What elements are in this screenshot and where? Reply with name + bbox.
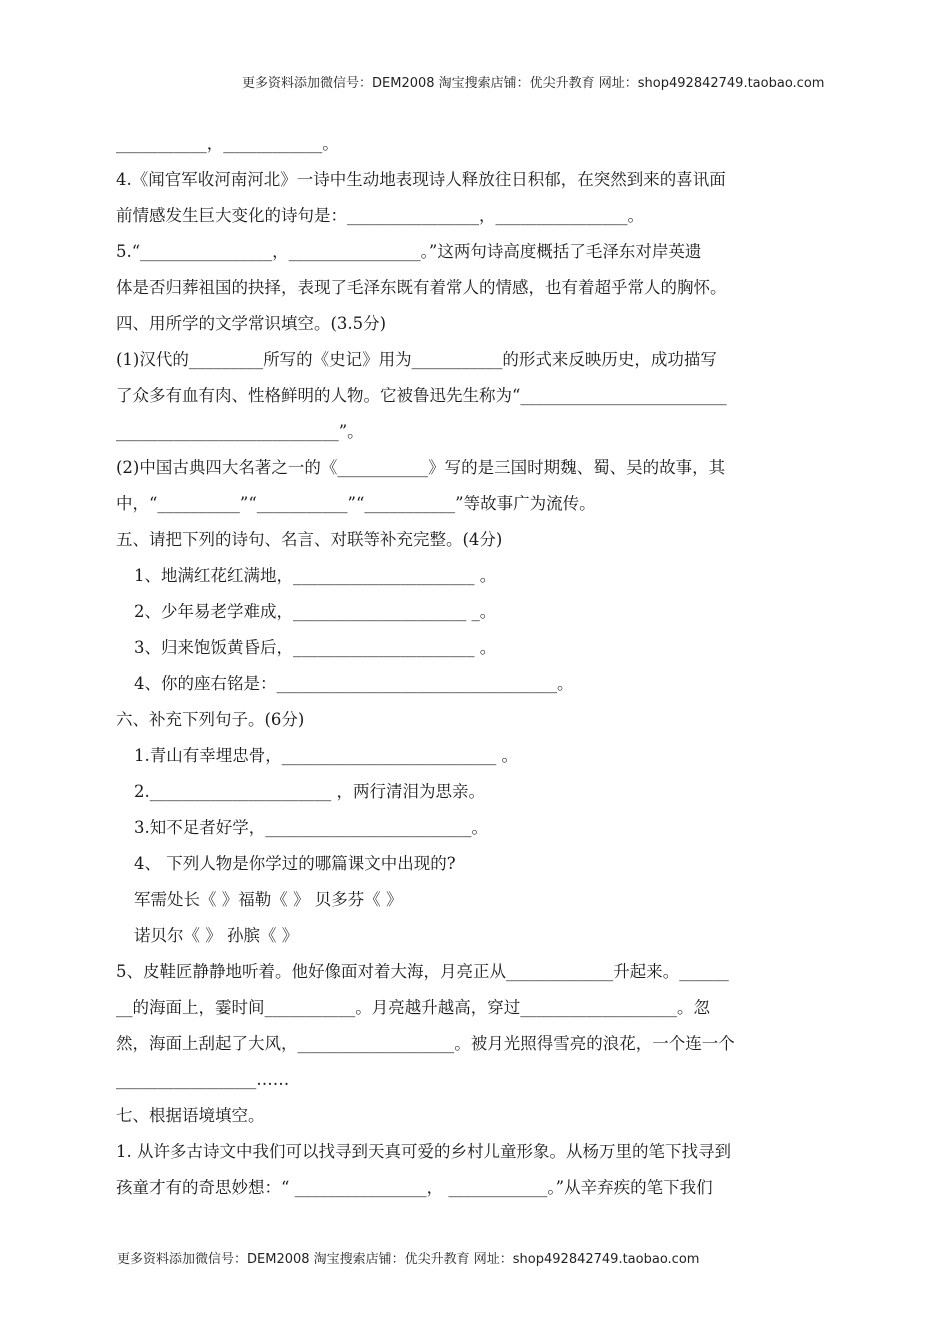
page-footer: 更多资料添加微信号：DEM2008 淘宝搜索店铺：优尖升教育 网址：shop492842749.taobao.com — [117, 1252, 700, 1267]
text-line: 1. 从许多古诗文中我们可以找寻到天真可爱的乡村儿童形象。从杨万里的笔下找寻到 — [116, 1142, 731, 1161]
text-line: 然，海面上刮起了大风，___________________。被月光照得雪亮的浪花，一个连一个 — [116, 1034, 735, 1053]
text-line: 体是否归葬祖国的抉择，表现了毛泽东既有着常人的情感，也有着超乎常人的胸怀。 — [116, 278, 727, 297]
text-line: __的海面上，霎时间___________。月亮越升越高，穿过___________________。忽 — [116, 998, 710, 1017]
question-5-passage-line: 5、皮鞋匠静静地听着。他好像面对着大海，月亮正从_____________升起来。______ — [116, 962, 729, 981]
text-line: 前情感发生巨大变化的诗句是：________________，________________。 — [116, 206, 644, 225]
text-line: 孩童才有的奇思妙想：“ ________________， ____________。”从辛弃疾的笔下我们 — [116, 1178, 713, 1197]
list-item: 3.知不足者好学，_________________________。 — [134, 818, 488, 837]
list-item: 4、 下列人物是你学过的哪篇课文中出现的? — [134, 854, 456, 873]
list-item: 4、你的座右铭是：__________________________________。 — [134, 674, 574, 693]
section-4-heading: 四、用所学的文学常识填空。(3.5分) — [116, 314, 387, 333]
text-line: ___________，____________。 — [116, 134, 339, 153]
list-item: 诺贝尔《 》 孙膑《 》 — [134, 926, 299, 945]
text-line: 了众多有血有肉、性格鲜明的人物。它被鲁迅先生称为“_________________________ — [116, 386, 727, 405]
list-item: 2.______________________ ，两行清泪为思亲。 — [134, 782, 485, 801]
document-body — [116, 126, 840, 1206]
list-item: 3、归来饱饭黄昏后，______________________ 。 — [134, 638, 497, 657]
page-header: 更多资料添加微信号：DEM2008 淘宝搜索店铺：优尖升教育 网址：shop492842749.taobao.com — [242, 76, 825, 91]
list-item: 1.青山有幸埋忠骨，__________________________ 。 — [134, 746, 518, 765]
text-line: (2)中国古典四大名著之一的《___________》写的是三国时期魏、蜀、吴的故事，其 — [116, 458, 726, 477]
text-line: 中，“__________”“___________”“___________”等故事广为流传。 — [116, 494, 596, 513]
text-line: ___________________________”。 — [116, 422, 364, 441]
list-item: 军需处长《 》福勒《 》 贝多芬《 》 — [134, 890, 403, 909]
text-line: (1)汉代的_________所写的《史记》用为___________的形式来反映历史，成功描写 — [116, 350, 717, 369]
text-line: _________________…… — [116, 1070, 290, 1089]
section-6-heading: 六、补充下列句子。(6分) — [116, 710, 305, 729]
question-5-line: 5.“________________，________________。”这两句诗高度概括了毛泽东对岸英遗 — [116, 242, 702, 261]
section-7-heading: 七、根据语境填空。 — [116, 1106, 265, 1125]
list-item: 1、地满红花红满地，______________________ 。 — [134, 566, 497, 585]
question-4-line: 4.《闻官军收河南河北》一诗中生动地表现诗人释放往日积郁，在突然到来的喜讯面 — [116, 170, 726, 189]
section-5-heading: 五、请把下列的诗句、名言、对联等补充完整。(4分) — [116, 530, 503, 549]
list-item: 2、少年易老学难成，_____________________ _。 — [134, 602, 497, 621]
